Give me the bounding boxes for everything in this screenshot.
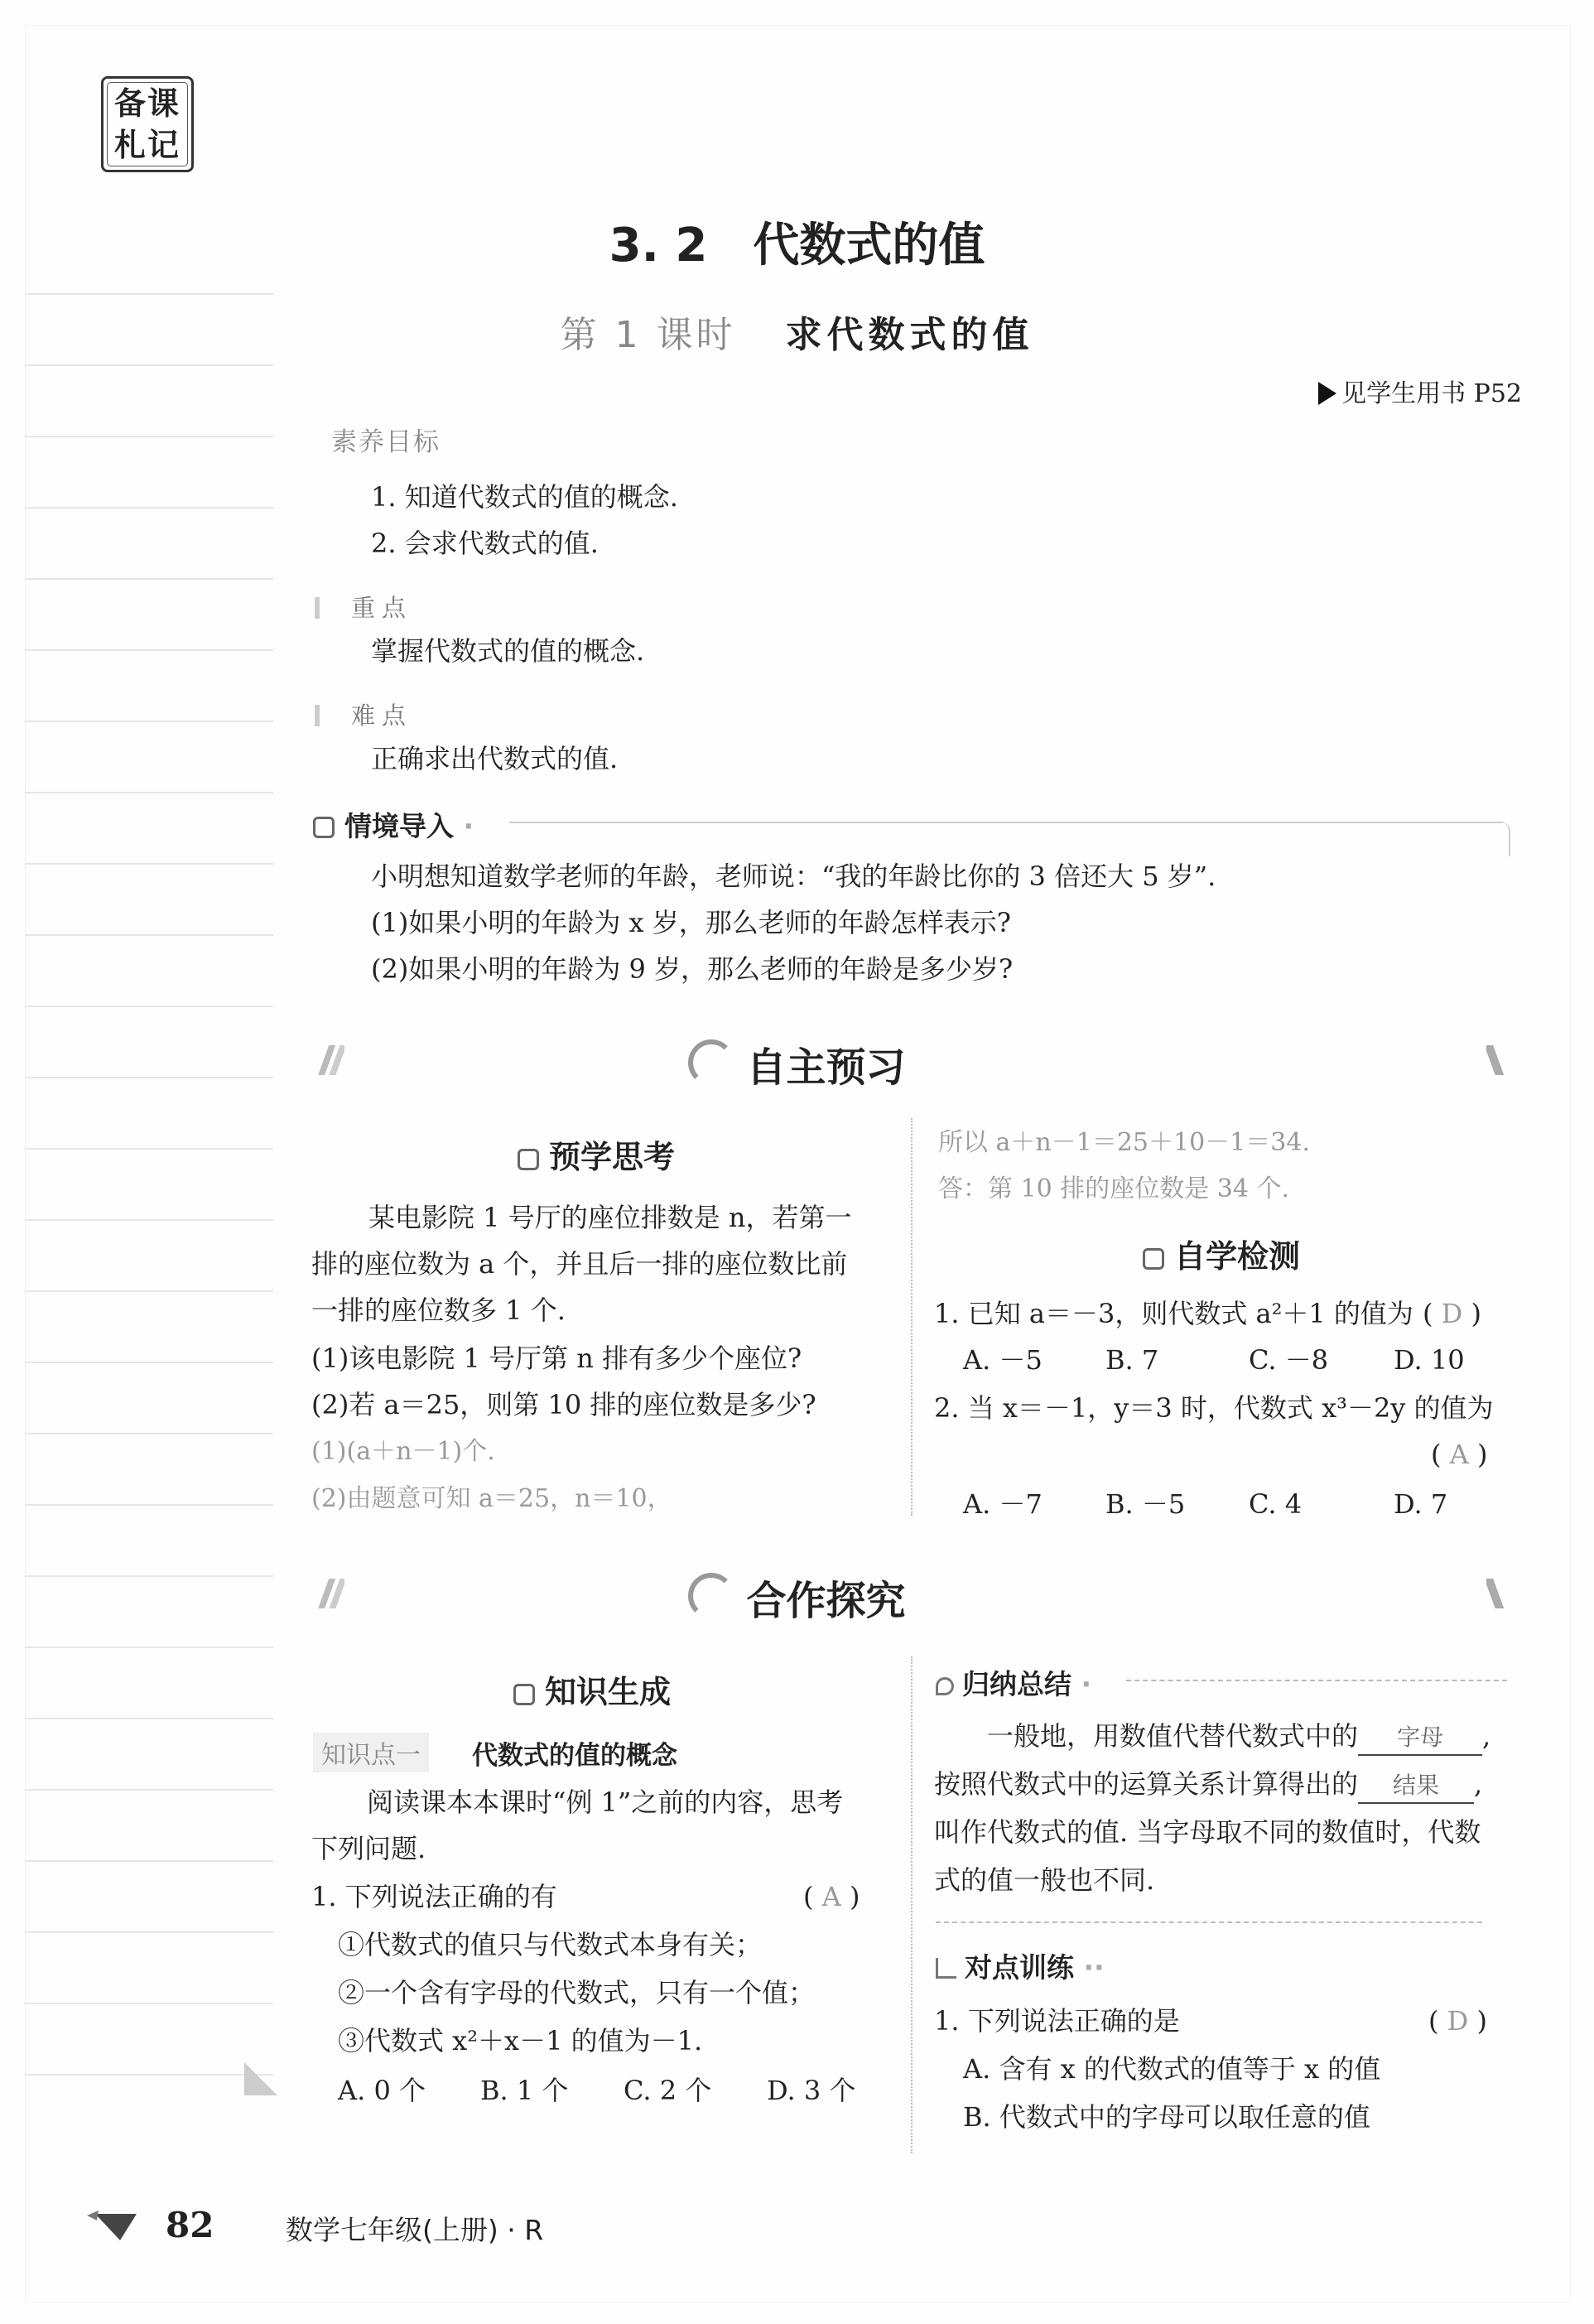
selftest-q2-opt-c: C. 4: [1249, 1488, 1303, 1520]
selftest-q2: 2. 当 x＝－1，y＝3 时，代数式 x³－2y 的值为: [934, 1392, 1494, 1424]
kp-line-1: 阅读课本本课时“例 1”之前的内容，思考: [367, 1786, 844, 1818]
knowledge-point-tag: 知识点一: [313, 1733, 429, 1772]
book-icon: [518, 1149, 539, 1170]
section-title-text: 代数式的值: [753, 219, 985, 272]
preview-left-header: 预学思考: [518, 1131, 675, 1177]
section-title: [0, 209, 1594, 275]
intro-header: 情境导入 ·: [313, 805, 474, 844]
intro-rule-corner: [1499, 822, 1510, 856]
summary-text-3: 叫作代数式的值. 当字母取不同的数值时，代数: [934, 1816, 1481, 1848]
training-header: 对点训练 ··: [936, 1946, 1105, 1985]
preview-answer-2: (2)由题意可知 a＝25，n＝10，: [311, 1484, 672, 1513]
summary-blank-2: 结果: [1358, 1769, 1474, 1804]
selftest-q1-opt-d: D. 10: [1394, 1344, 1465, 1376]
summary-text-2: 按照代数式中的运算关系计算得出的 结果 ,: [934, 1767, 1482, 1804]
preview-line-5: (2)若 a＝25，则第 10 排的座位数是多少?: [311, 1389, 816, 1420]
training-q1-answer: ( D ): [1428, 2005, 1487, 2037]
intro-line-3: (2)如果小明的年龄为 9 岁，那么老师的年龄是多少岁?: [371, 953, 1014, 985]
explore-left-header: 知识生成: [513, 1666, 671, 1712]
selftest-q2-opt-a: A. －7: [963, 1488, 1043, 1520]
preview-answer-1: (1)(a＋n－1)个.: [311, 1437, 495, 1466]
training-q1-opt-a: A. 含有 x 的代数式的值等于 x 的值: [963, 2053, 1381, 2085]
selftest-q2-opt-d: D. 7: [1394, 1488, 1448, 1520]
key-label: 重点: [315, 590, 412, 624]
lesson-subtitle: [0, 305, 1594, 358]
selftest-q1-opt-a: A. －5: [963, 1344, 1043, 1376]
summary-text-1: 一般地，用数值代替代数式中的 字母 ,: [987, 1719, 1490, 1756]
page-number: 82: [166, 2205, 214, 2245]
arc-icon: [688, 1039, 734, 1086]
preview-line-3: 一排的座位数多 1 个.: [311, 1295, 566, 1326]
pencil-icon: [936, 1958, 956, 1979]
arc-icon: [688, 1573, 734, 1619]
preview-banner: 自主预习: [0, 1035, 1594, 1092]
intro-rule: [509, 822, 1503, 823]
stamp-line2: 札记: [113, 127, 181, 163]
selftest-q1-answer: ( D ): [1423, 1298, 1481, 1329]
preview-line-4: (1)该电影院 1 号厅第 n 排有多少个座位?: [311, 1343, 802, 1374]
difficult-bar: [315, 705, 320, 726]
selftest-q2-answer: ( A ): [1431, 1439, 1488, 1470]
section-number: 3. 2: [609, 219, 708, 272]
goals-label: 素养目标: [331, 427, 441, 457]
selftest-q1: 1. 已知 a＝－3，则代数式 a²＋1 的值为: [934, 1298, 1413, 1329]
intro-line-2: (1)如果小明的年龄为 x 岁，那么老师的年龄怎样表示?: [371, 907, 1011, 938]
summary-rule-bottom: [936, 1921, 1482, 1923]
lesson-number: 第 1 课时: [560, 314, 736, 356]
explore-q1-answer: ( A ): [803, 1881, 860, 1912]
footer-book-title: 数学七年级(上册) · R: [286, 2214, 544, 2246]
preview-right-answer-2: 答：第 10 排的座位数是 34 个.: [938, 1174, 1290, 1203]
difficult-label: 难点: [315, 697, 412, 731]
selftest-q2-opt-b: B. －5: [1105, 1488, 1186, 1520]
explore-q1-opt-a: A. 0 个: [338, 2075, 426, 2106]
summary-text-4: 式的值一般也不同.: [934, 1864, 1155, 1896]
key-bar: [315, 597, 320, 619]
summary-blank-1: 字母: [1358, 1721, 1482, 1756]
explore-q1-item-1: ①代数式的值只与代数式本身有关；: [338, 1929, 763, 1960]
explore-banner: 合作探究: [0, 1569, 1594, 1626]
preview-right-answer-1: 所以 a＋n－1＝25＋10－1＝34.: [938, 1128, 1310, 1157]
leaf-icon: [936, 1677, 954, 1695]
knowledge-point-title: 代数式的值的概念: [472, 1741, 677, 1771]
goal-item-1: 1. 知道代数式的值的概念.: [371, 481, 678, 513]
column-divider: [911, 1656, 913, 2153]
explore-q1-opt-c: C. 2 个: [624, 2075, 712, 2106]
key-text: 掌握代数式的值的概念.: [371, 635, 645, 667]
preview-line-2: 排的座位数为 a 个，并且后一排的座位数比前: [311, 1248, 848, 1280]
lesson-topic: 求代数式的值: [785, 314, 1034, 356]
preview-right-header: 自学检测: [1143, 1231, 1300, 1276]
book-icon: [313, 817, 335, 838]
corner-mark: [244, 2062, 277, 2095]
explore-q1: 1. 下列说法正确的有: [311, 1881, 557, 1912]
goal-item-2: 2. 会求代数式的值.: [371, 528, 599, 559]
explore-q1-item-2: ②一个含有字母的代数式，只有一个值；: [338, 1977, 816, 2008]
summary-rule-top: [1126, 1680, 1507, 1681]
column-divider: [911, 1118, 913, 1516]
training-q1: 1. 下列说法正确的是: [934, 2005, 1180, 2037]
prep-notes-stamp: [101, 76, 194, 172]
student-book-ref: 见学生用书 P52: [1318, 373, 1522, 409]
kp-line-2: 下列问题.: [311, 1833, 426, 1864]
explore-q1-opt-d: D. 3 个: [767, 2075, 856, 2106]
training-q1-opt-b: B. 代数式中的字母可以取任意的值: [963, 2101, 1370, 2133]
margin-note-lines: [25, 224, 273, 2129]
explore-q1-opt-b: B. 1 个: [480, 2075, 569, 2106]
book-icon: [513, 1684, 535, 1705]
intro-line-1: 小明想知道数学老师的年龄，老师说：“我的年龄比你的 3 倍还大 5 岁”.: [371, 861, 1216, 892]
stamp-line1: 备课: [113, 85, 181, 122]
footer-logo-icon: [87, 2207, 140, 2245]
selftest-q1-opt-b: B. 7: [1105, 1344, 1159, 1376]
selftest-q1-opt-c: C. －8: [1249, 1344, 1329, 1376]
explore-q1-item-3: ③代数式 x²＋x－1 的值为－1.: [338, 2025, 703, 2056]
play-triangle-icon: [1318, 382, 1336, 405]
checklist-icon: [1143, 1248, 1164, 1270]
summary-header: 归纳总结 ·: [936, 1663, 1091, 1702]
preview-line-1: 某电影院 1 号厅的座位排数是 n，若第一: [368, 1202, 852, 1233]
difficult-text: 正确求出代数式的值.: [371, 743, 619, 774]
